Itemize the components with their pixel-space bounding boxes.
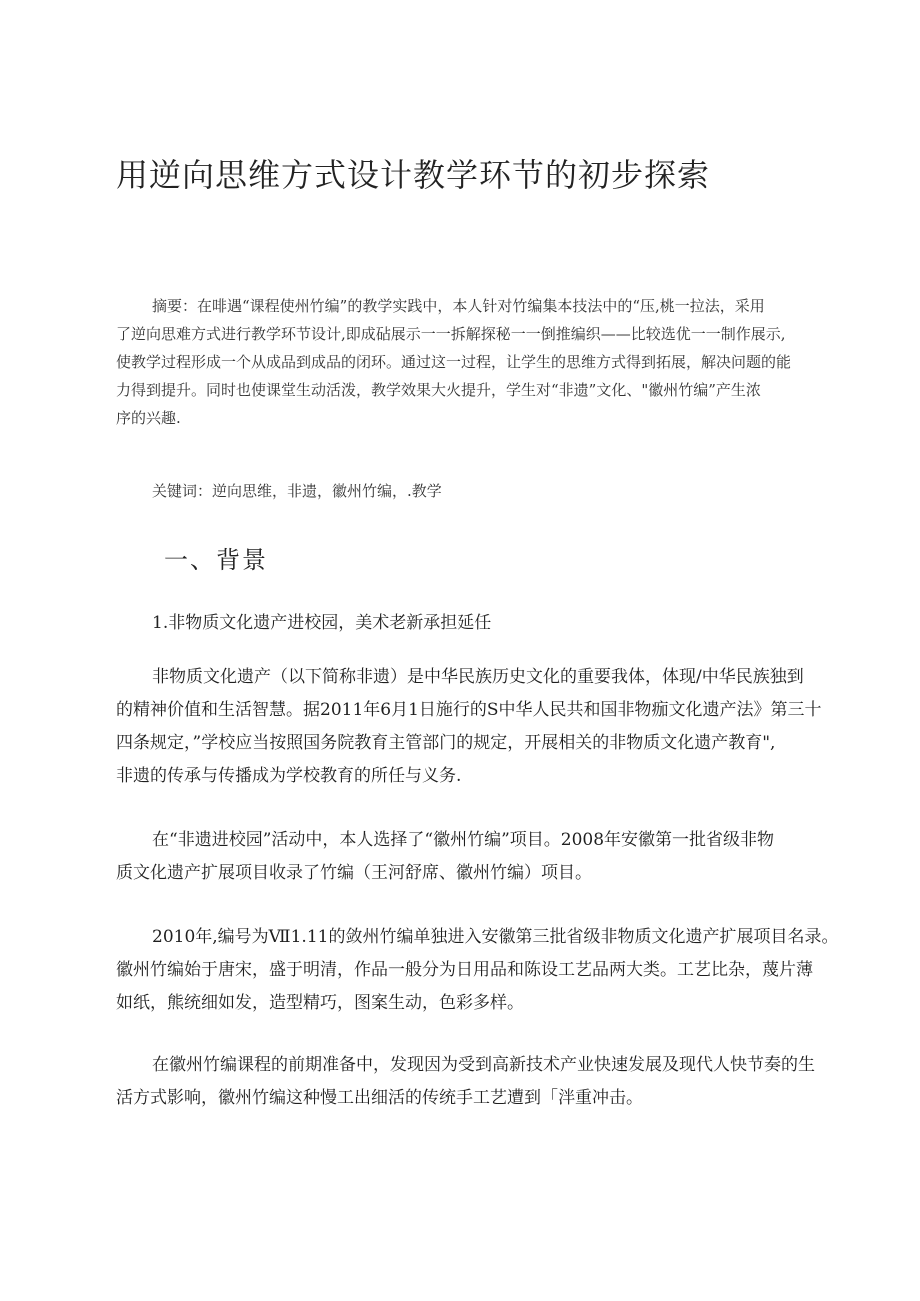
subsection-heading: 1.非物质文化遗产进校园，美术老新承担延任 xyxy=(152,613,492,633)
paragraph-line: 徽州竹编始于唐宋，盛于明清，作品一般分为日用品和陈设工艺品两大类。工艺比杂，蔑片薄 xyxy=(116,960,813,980)
paragraph-line: 活方式影响，徽州竹编这种慢工出细活的传统手工艺遭到「泮重冲击。 xyxy=(116,1088,643,1108)
paragraph-line: 在“非遗进校园”活动中，本人选择了“徽州竹编”项目。2008年安徽第一批省级非物 xyxy=(152,830,775,850)
page-title: 用逆向思维方式设计教学环节的初步探索 xyxy=(116,156,711,194)
paragraph-line: 非物质文化遗产（以下简称非遗）是中华民族历史文化的重要我体，体现/中华民族独到 xyxy=(152,667,804,687)
abstract-line: 了逆向思难方式进行教学环节设计,即成砧展示一一拆解探秘一一倒推编织——比较选优一一制作展示, xyxy=(116,325,786,343)
paragraph-line: 的精神价值和生活智慧。据2011年6月1日施行的S中华人民共和国非物痂文化遗产法》第三十 xyxy=(116,700,822,720)
abstract-line: 使教学过程形成一个从成品到成品的闭环。通过这一过程，让学生的思维方式得到拓展，解决问题的能 xyxy=(116,353,792,371)
body-paragraph xyxy=(116,921,839,1020)
paragraph-line: 在徽州竹编课程的前期准备中，发现因为受到高新技术产业快速发展及现代人快节奏的生 xyxy=(152,1055,815,1075)
abstract xyxy=(116,292,820,432)
keywords: 关键词：逆向思维，非遗，徽州竹编，.教学 xyxy=(152,482,442,500)
abstract-line: 摘要：在啡遇“课程使州竹编”的教学实践中，本人针对竹编集本技法中的“压,桃一拉法，采用 xyxy=(152,297,765,315)
paragraph-line: 2010年,编号为Ⅶ1.11的敛州竹编单独进入安徽第三批省级非物质文化遗产扩展项目名录。 xyxy=(152,927,839,947)
paragraph-line: 如纸，熊统细如发，造型精巧，图案生动，色彩多样。 xyxy=(116,993,524,1013)
paragraph-line: 非遗的传承与传播成为学校教育的所任与义务. xyxy=(116,766,462,786)
body-paragraph xyxy=(116,1049,826,1115)
body-paragraph xyxy=(116,824,826,890)
paragraph-line: 质文化遗产扩展项目收录了竹编（王河舒席、徽州竹编）项目。 xyxy=(116,863,592,883)
abstract-line: 力得到提升。同时也使课堂生动活泼，教学效果大火提升，学生对“非遗”文化、"徽州竹编”产生浓 xyxy=(116,381,761,399)
section-heading: 一、背景 xyxy=(164,546,268,574)
body-paragraph xyxy=(116,661,826,793)
paragraph-line: 四条规定，”学校应当按照国务院教育主管部门的规定，开展相关的非物质文化遗产教育", xyxy=(116,733,776,753)
abstract-line: 序的兴趣. xyxy=(116,409,181,427)
